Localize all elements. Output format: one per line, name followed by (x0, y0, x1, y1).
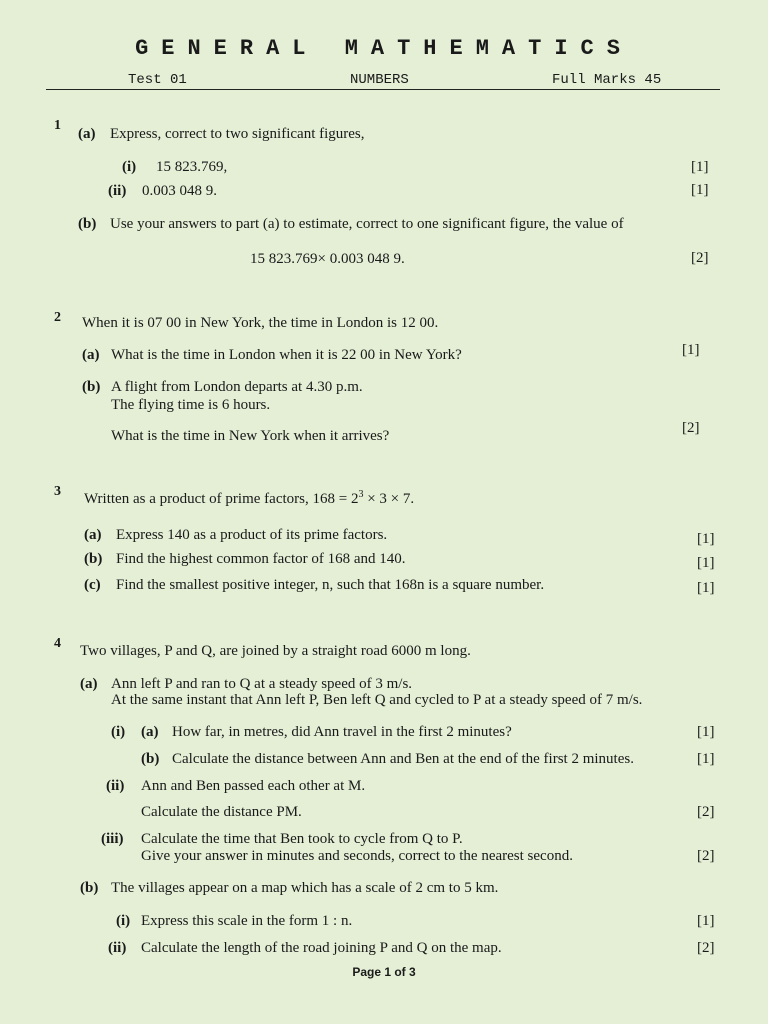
question-text: Ann and Ben passed each other at M. (141, 778, 366, 794)
subpart-label: (iii) (101, 831, 124, 847)
test-number: Test 01 (128, 72, 187, 88)
mark: [1] (697, 724, 715, 740)
question-number: 3 (54, 484, 61, 499)
question-text: Two villages, P and Q, are joined by a straight road 6000 m long. (80, 643, 471, 659)
question-text: Express this scale in the form 1 : n. (141, 913, 353, 929)
subpart-label: (i) (116, 913, 131, 929)
question-text: Calculate the time that Ben took to cycle from Q to P. (141, 831, 463, 847)
mark: [1] (691, 159, 709, 175)
subpart-label: (ii) (106, 778, 125, 794)
full-marks: Full Marks 45 (552, 72, 662, 88)
part-label: (a) (141, 724, 159, 740)
expression: 15 823.769× 0.003 048 9. (250, 251, 405, 267)
mark: [1] (697, 531, 715, 547)
part-label: (a) (80, 676, 98, 692)
part-label: (b) (80, 880, 99, 896)
question-text: Express 140 as a product of its prime factors. (116, 527, 388, 543)
question-text: Calculate the distance PM. (141, 804, 302, 820)
question-text: At the same instant that Ann left P, Ben left Q and cycled to P at a steady speed of 7 m/s. (111, 692, 643, 708)
mark: [1] (697, 913, 715, 929)
subpart-label: (ii) (108, 940, 127, 956)
mark: [1] (697, 751, 715, 767)
page-title: GENERAL MATHEMATICS (135, 36, 633, 61)
question-text: When it is 07 00 in New York, the time in London is 12 00. (82, 315, 439, 331)
mark: [2] (682, 420, 700, 436)
part-label: (a) (82, 347, 100, 363)
question-text: The villages appear on a map which has a scale of 2 cm to 5 km. (111, 880, 499, 896)
part-label: (b) (84, 551, 103, 567)
header-rule (46, 89, 720, 90)
question-number: 4 (54, 636, 61, 651)
question-text: Give your answer in minutes and seconds, correct to the nearest second. (141, 848, 573, 864)
topic: NUMBERS (350, 72, 409, 88)
mark: [2] (697, 940, 715, 956)
subpart-label: (i) (111, 724, 126, 740)
question-text: What is the time in New York when it arrives? (111, 428, 390, 444)
mark: [1] (691, 182, 709, 198)
part-label: (c) (84, 577, 101, 593)
question-text: Written as a product of prime factors, $168 = 2^3 \times 3 \times 7$. (84, 489, 415, 507)
question-text: 15 823.769, (156, 159, 228, 175)
question-number: 2 (54, 310, 61, 325)
question-text: 0.003 048 9. (142, 183, 217, 199)
mark: [1] (697, 580, 715, 596)
part-label: (a) (78, 126, 96, 142)
question-text: Find the highest common factor of 168 and 140. (116, 551, 406, 567)
part-label: (b) (78, 216, 97, 232)
question-text: A flight from London departs at 4.30 p.m. (111, 379, 363, 395)
part-label: (a) (84, 527, 102, 543)
question-text: Ann left P and ran to Q at a steady speed of 3 m/s. (111, 676, 413, 692)
mark: [2] (697, 804, 715, 820)
subpart-label: (i) (122, 159, 137, 175)
question-text: What is the time in London when it is 22 00 in New York? (111, 347, 462, 363)
question-number: 1 (54, 118, 61, 133)
question-text: Calculate the length of the road joining P and Q on the map. (141, 940, 502, 956)
question-text: Calculate the distance between Ann and Ben at the end of the first 2 minutes. (172, 751, 634, 767)
subpart-label: (ii) (108, 183, 127, 199)
question-text: The flying time is 6 hours. (111, 397, 271, 413)
question-text: Express, correct to two significant figures, (110, 126, 365, 142)
question-text: Use your answers to part (a) to estimate, correct to one significant figure, the value of (110, 216, 624, 232)
mark: [2] (697, 848, 715, 864)
part-label: (b) (82, 379, 101, 395)
question-text: How far, in metres, did Ann travel in the first 2 minutes? (172, 724, 512, 740)
part-label: (b) (141, 751, 160, 767)
mark: [2] (691, 250, 709, 266)
mark: [1] (682, 342, 700, 358)
mark: [1] (697, 555, 715, 571)
page-number: Page 1 of 3 (352, 965, 416, 979)
question-text: Find the smallest positive integer, n, such that 168n is a square number. (116, 577, 545, 593)
